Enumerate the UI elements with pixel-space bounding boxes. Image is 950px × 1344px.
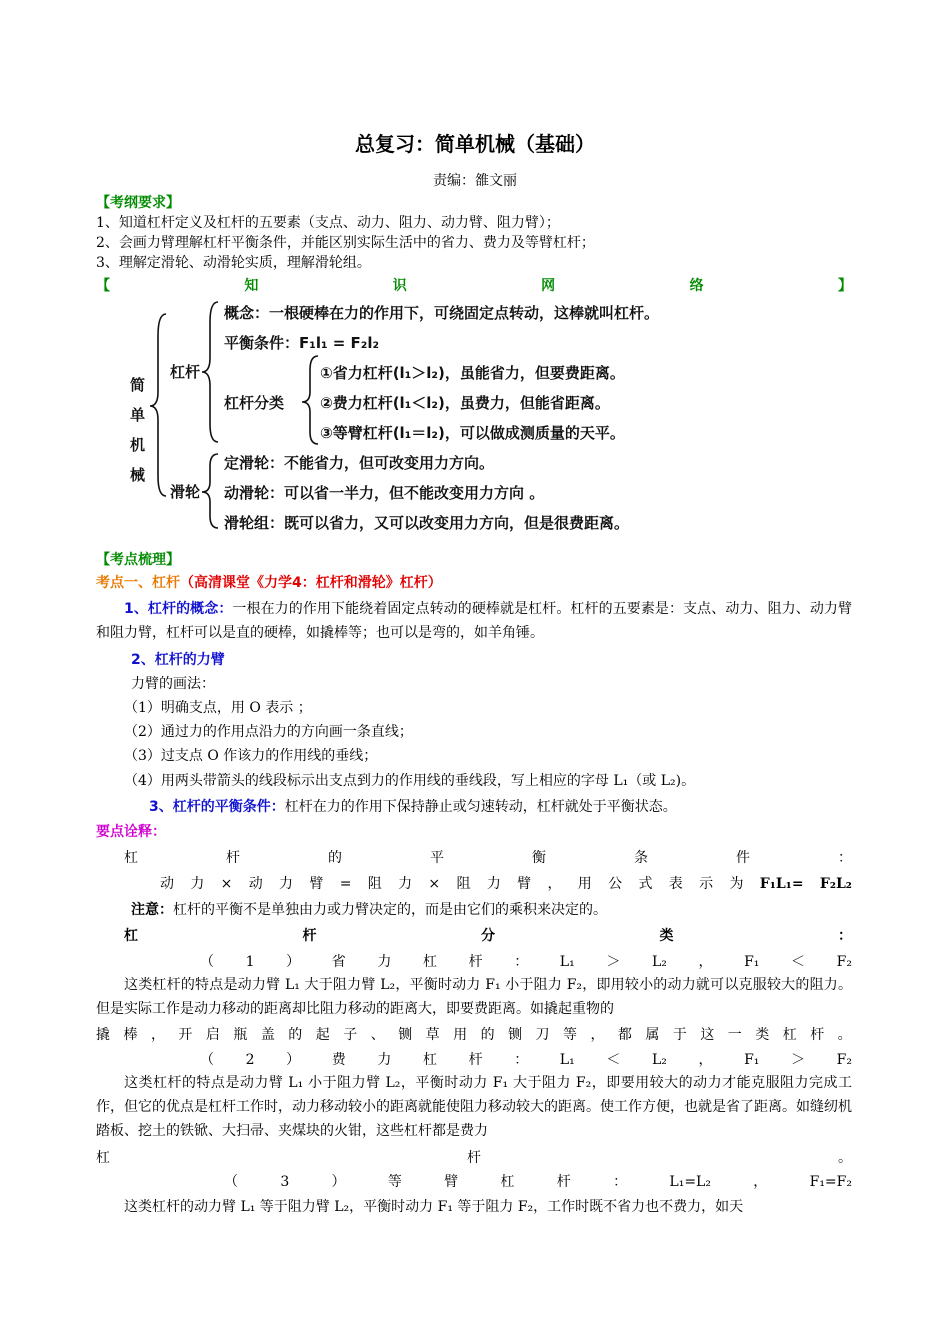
network-heading-char: 】 — [837, 278, 852, 294]
spread-char: L₁ — [559, 954, 575, 970]
spread-char: 式 — [638, 876, 653, 892]
spread-char: 力 — [377, 954, 392, 970]
root-char: 简 — [130, 376, 146, 394]
spread-char: × — [428, 876, 441, 892]
spread-char: 杆 — [467, 1150, 481, 1166]
spread-char: F₁=F₂ — [809, 1174, 852, 1190]
spread-char: （ — [200, 1052, 214, 1068]
spread-char: ） — [331, 1174, 346, 1190]
spread-char: 的 — [328, 850, 342, 866]
spread-char: 子 — [343, 1027, 358, 1043]
spread-char: 杠 — [124, 850, 138, 866]
network-heading-char: 络 — [689, 278, 704, 294]
spread-char: 。 — [838, 1150, 852, 1166]
spread-char: 力 — [486, 876, 501, 892]
lever-label: 杠杆 — [170, 363, 201, 381]
class2-heading — [200, 1050, 852, 1070]
spread-char: 臂 — [444, 1174, 459, 1190]
spread-char: 启 — [205, 1027, 220, 1043]
point1-label: 考点一、杠杆 — [96, 575, 180, 591]
spread-char: ， — [590, 1027, 605, 1043]
spread-char: 动 — [248, 876, 263, 892]
spread-char: 条 — [634, 850, 648, 866]
spread-char: 为 — [729, 876, 744, 892]
page-title: 总复习：简单机械（基础） — [355, 132, 595, 156]
root-char: 机 — [130, 436, 146, 454]
spread-char: ： — [514, 954, 529, 970]
spread-char: 动 — [160, 876, 174, 892]
root-char: 械 — [130, 466, 146, 484]
spread-char: 杆 — [810, 1027, 825, 1043]
concept-text: 一根在力的作用下能绕着固定点转动的硬棒就是杠杆。杠杆的五要素是：支点、动力、阻力、动力臂和阻力臂，杠杆可以是直的硬棒，如撬棒等；也可以是弯的，如羊角锤。 — [96, 601, 853, 641]
pulley-brace — [202, 454, 218, 528]
spread-char: 杠 — [422, 954, 437, 970]
outline-item: 1、知道杠杆定义及杠杆的五要素（支点、动力、阻力、动力臂、阻力臂）； — [96, 215, 560, 231]
class3-heading — [224, 1172, 852, 1192]
point1-heading — [96, 573, 856, 593]
author-line: 责编：雒文丽 — [433, 173, 517, 189]
network-heading-char: 知 — [244, 278, 259, 294]
arm-step: （4）用两头带箭头的线段标示出支点到力的作用线的垂线段，写上相应的字母 L₁（或 L₂)。 — [124, 773, 696, 789]
spread-char: 臂 — [309, 876, 324, 892]
class-brace — [302, 356, 318, 444]
formula-part: F₁L₁= — [759, 876, 804, 892]
spread-char: 示 — [699, 876, 714, 892]
spread-char: ＜ — [606, 1052, 621, 1068]
spread-char: 、 — [370, 1027, 385, 1043]
class2-paragraph: 这类杠杆的特点是动力臂 L₁ 小于阻力臂 L₂，平衡时动力 F₁ 大于阻力 F₂，即要用较大的动力才能克服阻力完成工作，但它的优点是杠杆工作时，动力移动较小的距离就能使阻力移动较大的距离。使工作方便，也就是省了距离。如缝纫机踏板、挖土的铁锨、大扫帚、夹煤块的火钳，这些杠杆都是费力 — [96, 1075, 852, 1139]
pulley-label: 滑轮 — [170, 483, 201, 501]
spread-char: 杠 — [124, 928, 138, 944]
network-heading-char: 【 — [96, 278, 110, 294]
concept-paragraph — [96, 597, 852, 645]
spread-char: 杆 — [302, 928, 317, 944]
arm-step: （2）通过力的作用点沿力的方向画一条直线； — [124, 724, 413, 740]
lever-brace — [202, 302, 218, 442]
spread-char: 等 — [562, 1027, 577, 1043]
spread-char: 分 — [481, 928, 495, 944]
lever-balance-condition: 平衡条件：F₁l₁ = F₂l₂ — [224, 334, 380, 352]
pulley-item: 动滑轮：可以省一半力，但不能改变用力方向 。 — [224, 484, 545, 502]
spread-char: （ — [200, 954, 214, 970]
balance-condition-spread — [124, 848, 852, 868]
network-heading-char: 网 — [541, 278, 556, 294]
spread-char: 件 — [736, 850, 750, 866]
lever-class-item: ①省力杠杆(l₁＞l₂)，虽能省力，但要费距离。 — [320, 364, 625, 382]
spread-char: 力 — [377, 1052, 392, 1068]
point1-reference: （高清课堂《力学4：杠杆和滑轮》杠杆） — [180, 575, 442, 591]
spread-char: 表 — [668, 876, 683, 892]
spread-char: 都 — [617, 1027, 632, 1043]
spread-char: 撬 — [96, 1027, 110, 1043]
spread-char: 臂 — [517, 876, 532, 892]
root-char: 单 — [130, 406, 146, 424]
spread-char: 。 — [837, 1027, 852, 1043]
pulley-item: 滑轮组：既可以省力，又可以改变用力方向，但是很费距离。 — [224, 514, 630, 532]
spread-char: ） — [286, 954, 301, 970]
formula-line — [160, 874, 852, 894]
spread-char: 开 — [178, 1027, 193, 1043]
spread-char: 公 — [608, 876, 623, 892]
review-heading: 【考点梳理】 — [96, 552, 180, 568]
root-brace — [150, 314, 166, 496]
class1-heading — [200, 952, 852, 972]
spread-char: ＞ — [791, 1052, 806, 1068]
spread-char: ： — [514, 1052, 529, 1068]
spread-char: ， — [547, 876, 562, 892]
key-points-label: 要点诠释： — [96, 824, 166, 840]
balance-condition-line — [149, 797, 909, 817]
pulley-item: 定滑轮：不能省力，但可改变用力方向。 — [224, 454, 495, 472]
spread-char: （ — [224, 1174, 238, 1190]
spread-char: L₁ — [559, 1052, 575, 1068]
spread-char: 一 — [727, 1027, 742, 1043]
spread-char: 平 — [430, 850, 444, 866]
balance-label: 3、杠杆的平衡条件： — [149, 799, 285, 815]
note-line — [131, 900, 891, 920]
spread-char: ＜ — [791, 954, 806, 970]
spread-char: 3 — [280, 1174, 290, 1190]
class1-paragraph: 这类杠杆的特点是动力臂 L₁ 大于阻力臂 L₂，平衡时动力 F₁ 小于阻力 F₂，即用较小的动力就可以克服较大的阻力。但是实际工作是动力移动的距离却比阻力移动的距离大，即要费距离。如撬起重物的 — [96, 977, 852, 1017]
spread-char: 的 — [288, 1027, 303, 1043]
outline-item: 3、理解定滑轮、动滑轮实质，理解滑轮组。 — [96, 255, 371, 271]
spread-char: 刀 — [535, 1027, 550, 1043]
spread-char: 瓶 — [233, 1027, 248, 1043]
spread-char: 杆 — [226, 850, 240, 866]
spread-char: 省 — [331, 954, 346, 970]
lever-class-label: 杠杆分类 — [224, 394, 285, 412]
arm-step: （1）明确支点，用 O 表示 ； — [124, 700, 312, 716]
spread-char: F₁ — [744, 954, 760, 970]
arm-step: （3）过支点 O 作该力的作用线的垂线； — [124, 748, 378, 764]
spread-char: 用 — [453, 1027, 468, 1043]
spread-char: ， — [698, 954, 713, 970]
spread-char: 盖 — [260, 1027, 275, 1043]
formula-part: F₂L₂ — [819, 876, 852, 892]
spread-char: 阻 — [367, 876, 382, 892]
spread-char: 费 — [331, 1052, 346, 1068]
spread-char: 铡 — [398, 1027, 413, 1043]
spread-char: × — [220, 876, 233, 892]
spread-char: ： — [838, 850, 852, 866]
spread-char: 类 — [755, 1027, 770, 1043]
spread-char: 杆 — [556, 1174, 571, 1190]
spread-char: F₂ — [836, 954, 852, 970]
spread-char: ） — [286, 1052, 301, 1068]
classification-heading — [124, 926, 852, 946]
spread-char: 杆 — [468, 1052, 483, 1068]
concept-label: 1、杠杆的概念： — [124, 601, 233, 617]
network-heading — [96, 275, 852, 295]
spread-char: 杆 — [468, 954, 483, 970]
spread-char: = — [339, 876, 352, 892]
spread-char: 杠 — [96, 1150, 110, 1166]
spread-char: ： — [613, 1174, 628, 1190]
spread-char: 类 — [659, 928, 674, 944]
spread-char: 属 — [645, 1027, 660, 1043]
knowledge-network-diagram — [124, 296, 764, 536]
spread-char: 这 — [700, 1027, 715, 1043]
spread-char: 于 — [672, 1027, 687, 1043]
spread-char: 2 — [245, 1052, 255, 1068]
spread-char: 杠 — [782, 1027, 797, 1043]
spread-char: 棒 — [123, 1027, 138, 1043]
balance-text: 杠杆在力的作用下保持静止或匀速转动，杠杆就处于平衡状态。 — [284, 799, 677, 815]
spread-char: 起 — [315, 1027, 330, 1043]
arm-heading: 2、杠杆的力臂 — [131, 652, 225, 668]
spread-char: L₁=L₂ — [669, 1174, 711, 1190]
note-label: 注意： — [131, 902, 173, 918]
spread-char: 力 — [398, 876, 413, 892]
arm-method: 力臂的画法： — [131, 676, 215, 692]
spread-char: 杠 — [500, 1174, 515, 1190]
outline-item: 2、会画力臂理解杠杆平衡条件，并能区别实际生活中的省力、费力及等臂杠杆； — [96, 235, 595, 251]
spread-char: 1 — [245, 954, 255, 970]
spread-char: 的 — [480, 1027, 495, 1043]
outline-heading: 【考纲要求】 — [96, 195, 180, 211]
spread-char: 铡 — [508, 1027, 523, 1043]
spread-char: F₁ — [744, 1052, 760, 1068]
spread-char: 用 — [577, 876, 592, 892]
note-text: 杠杆的平衡不是单独由力或力臂决定的，而是由它们的乘积来决定的。 — [173, 902, 607, 918]
network-heading-char: 识 — [392, 278, 407, 294]
spread-char: ， — [753, 1174, 768, 1190]
spread-char: 等 — [387, 1174, 402, 1190]
spread-char: ＞ — [606, 954, 621, 970]
spread-char: L₂ — [651, 954, 667, 970]
spread-char: 阻 — [456, 876, 471, 892]
class2-tail — [96, 1148, 852, 1168]
spread-char: ： — [838, 928, 852, 944]
lever-concept: 概念：一根硬棒在力的作用下，可绕固定点转动，这棒就叫杠杆。 — [224, 304, 660, 322]
spread-char: L₂ — [651, 1052, 667, 1068]
spread-char: 杠 — [422, 1052, 437, 1068]
class1-tail — [96, 1025, 852, 1045]
lever-class-item: ③等臂杠杆(l₁＝l₂)，可以做成测质量的天平。 — [320, 424, 625, 442]
spread-char: F₂ — [836, 1052, 852, 1068]
spread-char: ， — [150, 1027, 165, 1043]
lever-class-item: ②费力杠杆(l₁＜l₂)，虽费力，但能省距离。 — [320, 394, 610, 412]
spread-char: 力 — [279, 876, 294, 892]
class3-paragraph: 这类杠杆的动力臂 L₁ 等于阻力臂 L₂，平衡时动力 F₁ 等于阻力 F₂，工作时既不省力也不费力，如天 — [124, 1199, 744, 1215]
spread-char: 衡 — [532, 850, 546, 866]
spread-char: 力 — [190, 876, 205, 892]
spread-char: ， — [698, 1052, 713, 1068]
spread-char: 草 — [425, 1027, 440, 1043]
